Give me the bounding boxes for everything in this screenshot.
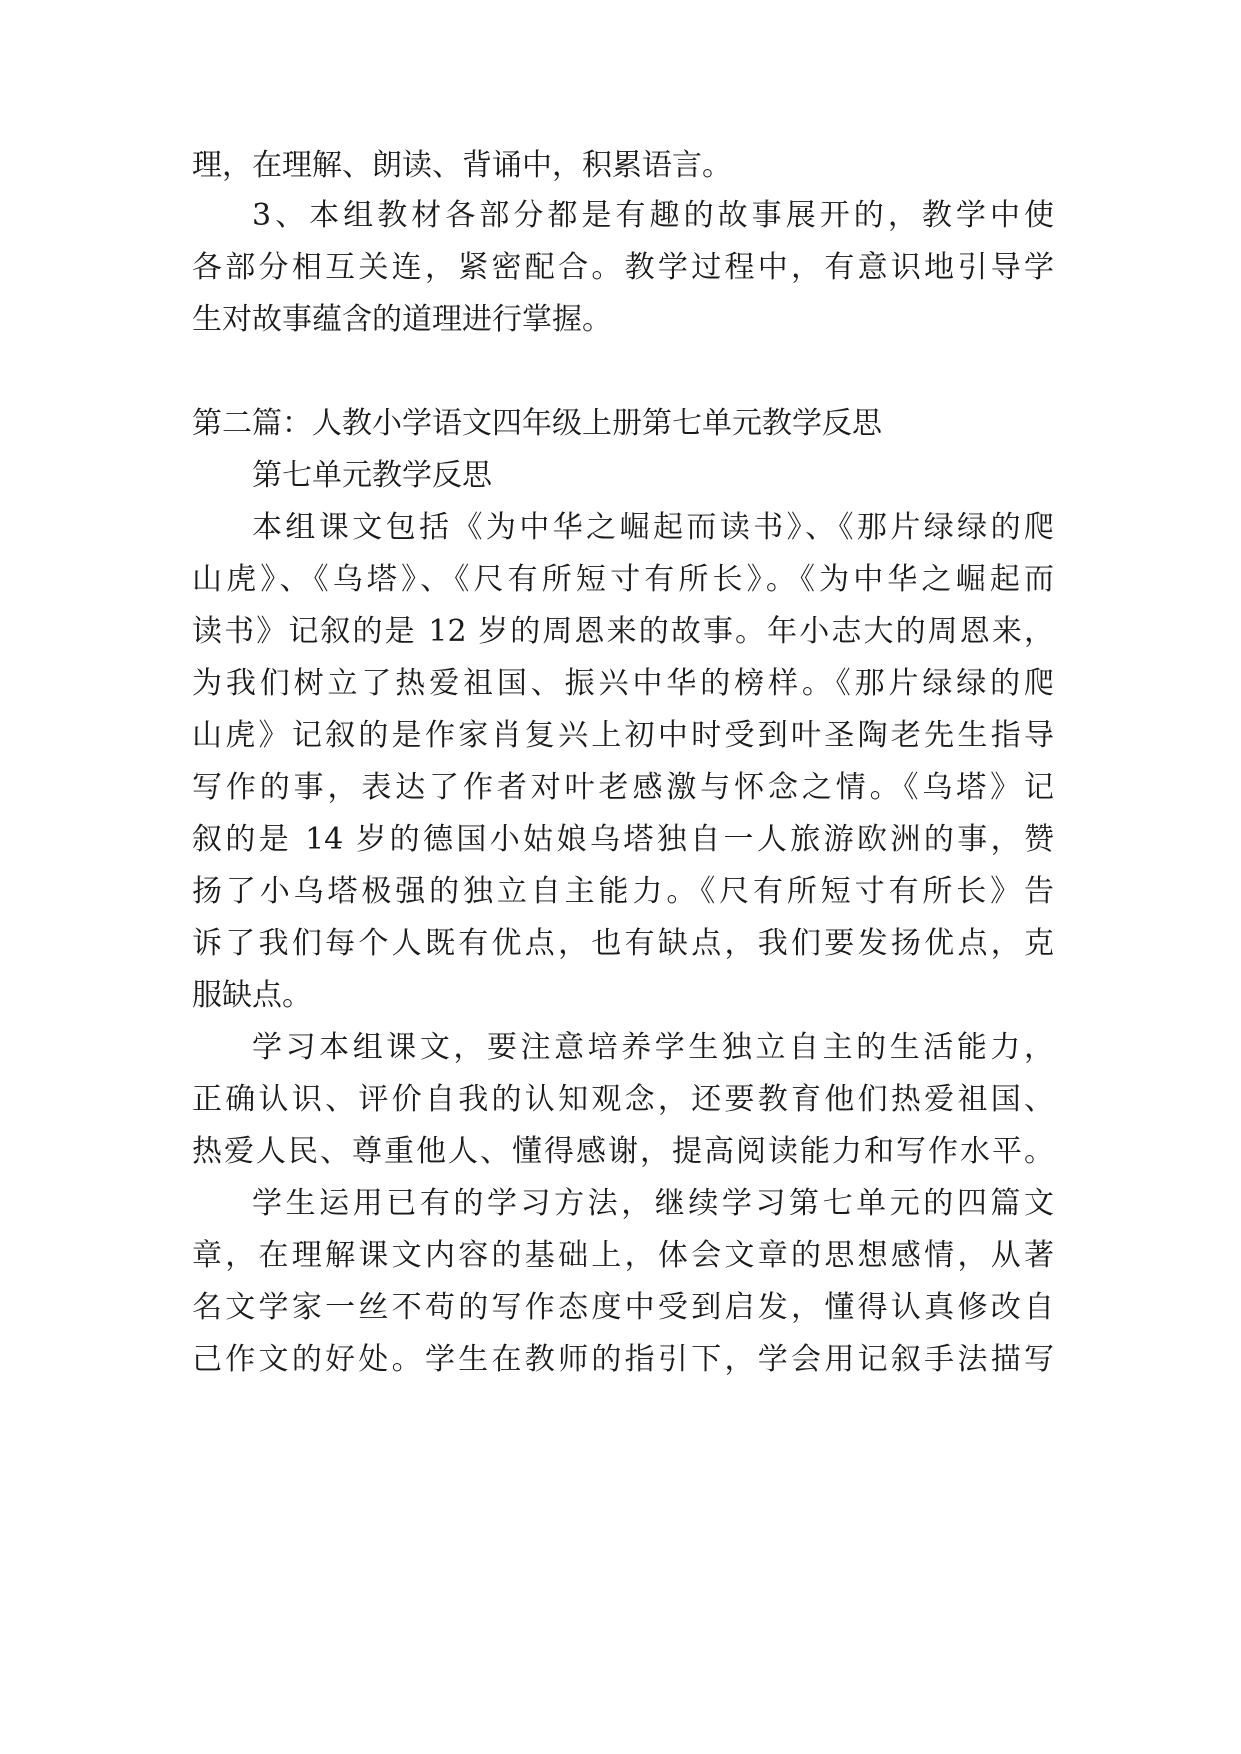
text-line: 写作的事，表达了作者对叶老感激与怀念之情。《乌塔》记 (192, 770, 1054, 805)
text-line: 名文学家一丝不苟的写作态度中受到启发，懂得认真修改自 (192, 1290, 1054, 1325)
text-line: 山虎》、《乌塔》、《尺有所短寸有所长》。《为中华之崛起而 (192, 562, 1054, 597)
text-line: 学习本组课文，要注意培养学生独立自主的生活能力， (252, 1030, 1054, 1065)
text-line: 为我们树立了热爱祖国、振兴中华的榜样。《那片绿绿的爬 (192, 666, 1054, 701)
text-line: 正确认识、评价自我的认知观念，还要教育他们热爱祖国、 (192, 1082, 1054, 1117)
text-line: 诉了我们每个人既有优点，也有缺点，我们要发扬优点，克 (192, 926, 1054, 961)
subsection-title: 第七单元教学反思 (252, 458, 492, 493)
text-line: 章，在理解课文内容的基础上，体会文章的思想感情，从著 (192, 1238, 1054, 1273)
text-line: 山虎》记叙的是作家肖复兴上初中时受到叶圣陶老先生指导 (192, 718, 1054, 753)
text-line: 热爱人民、尊重他人、懂得感谢，提高阅读能力和写作水平。 (192, 1134, 1054, 1169)
text-line: 己作文的好处。学生在教师的指引下，学会用记叙手法描写 (192, 1342, 1054, 1377)
text-line: 服缺点。 (192, 978, 312, 1013)
text-line: 3、本组教材各部分都是有趣的故事展开的，教学中使 (252, 198, 1054, 233)
text-line: 本组课文包括《为中华之崛起而读书》、《那片绿绿的爬 (252, 510, 1054, 545)
text-line: 扬了小乌塔极强的独立自主能力。《尺有所短寸有所长》告 (192, 874, 1054, 909)
text-line: 读书》记叙的是 12 岁的周恩来的故事。年小志大的周恩来， (192, 614, 1054, 649)
text-line: 生对故事蕴含的道理进行掌握。 (192, 302, 612, 337)
text-line: 学生运用已有的学习方法，继续学习第七单元的四篇文 (252, 1186, 1054, 1221)
section-title: 第二篇：人教小学语文四年级上册第七单元教学反思 (192, 406, 882, 441)
text-line: 叙的是 14 岁的德国小姑娘乌塔独自一人旅游欧洲的事，赞 (192, 822, 1054, 857)
text-line: 各部分相互关连，紧密配合。教学过程中，有意识地引导学 (192, 250, 1054, 285)
text-line: 理，在理解、朗读、背诵中，积累语言。 (192, 148, 732, 183)
